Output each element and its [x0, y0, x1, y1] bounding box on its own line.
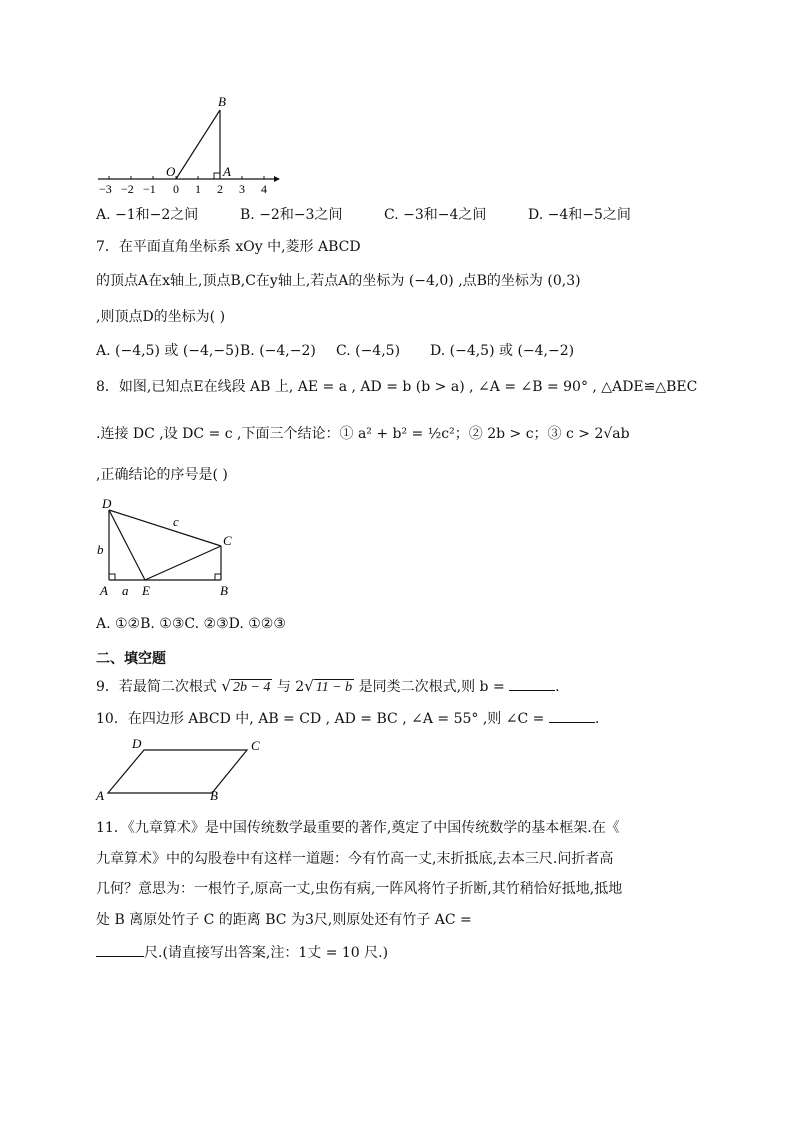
label-C: C	[223, 533, 232, 548]
label-C: C	[251, 738, 260, 753]
right-angle-mark-A	[109, 574, 115, 580]
label-b: b	[97, 542, 104, 557]
figure-parallelogram	[92, 736, 272, 804]
q9-radicand-1: 2b − 4	[232, 680, 271, 695]
label-A: A	[223, 164, 231, 179]
tick-label: 3	[239, 182, 245, 196]
q6-option-d: D. −4和−5之间	[528, 207, 631, 223]
q7-line3: ,则顶点D的坐标为( )	[96, 309, 226, 325]
q9-end: .	[555, 679, 560, 695]
q8-options: A. ①②B. ①③C. ②③D. ①②③	[96, 616, 286, 632]
tick-label: −2	[121, 182, 134, 196]
q9-radicand-2: 11 − b	[315, 680, 353, 695]
label-O: O	[166, 164, 176, 179]
q9-mid: 与 2	[276, 679, 305, 695]
answer-blank[interactable]	[509, 676, 555, 691]
q7-line2: 的顶点A在x轴上,顶点B,C在y轴上,若点A的坐标为 (−4,0) ,点B的坐标为 (0,3)	[96, 273, 581, 289]
tick-label: 4	[261, 182, 267, 196]
label-a: a	[122, 583, 129, 598]
label-D: D	[102, 496, 112, 511]
q7-option-a: A. (−4,5) 或 (−4,−5)	[96, 343, 240, 359]
axis-arrow	[274, 176, 280, 182]
parallelogram-ABCD	[108, 750, 247, 793]
q11-line4: 处 B 离原处竹子 C 的距离 BC 为3尺,则原处还有竹子 AC =	[96, 912, 472, 928]
figure-trapezoid-ABCD	[92, 494, 242, 600]
q11-line3: 几何？意思为：一根竹子,原高一丈,虫伤有病,一阵风将竹子折断,其竹稍恰好抵地,抵地	[96, 881, 623, 897]
q9-suffix: 是同类二次根式,则 b =	[358, 679, 505, 695]
q6-option-c: C. −3和−4之间	[384, 207, 487, 223]
label-B: B	[220, 583, 228, 598]
tick-label: 2	[217, 182, 223, 196]
q7-option-d: D. (−4,5) 或 (−4,−2)	[430, 343, 575, 359]
q10-text: 10．在四边形 ABCD 中, AB = CD , AD = BC , ∠A = 55° ,则 ∠C =	[96, 711, 545, 727]
q10	[96, 708, 599, 729]
label-B: B	[218, 94, 226, 109]
answer-blank[interactable]	[96, 942, 144, 957]
q6-option-b: B. −2和−3之间	[240, 207, 343, 223]
label-E: E	[142, 583, 150, 598]
q7-line1: 7．在平面直角坐标系 xOy 中,菱形 ABCD	[96, 239, 361, 255]
label-A: A	[96, 788, 104, 803]
tick-label: 1	[195, 182, 201, 196]
q9	[96, 676, 560, 698]
tick-label: 0	[173, 182, 179, 196]
q6-option-a: A. −1和−2之间	[96, 207, 199, 223]
q11-line5	[96, 942, 388, 963]
segment-EC	[145, 546, 221, 580]
q11-line5-suffix: 尺.(请直接写出答案,注：1丈 = 10 尺.)	[144, 945, 389, 961]
q11-line2: 九章算术》中的勾股卷中有这样一道题：今有竹高一丈,末折抵底,去本三尺.问折者高	[96, 851, 614, 867]
sqrt-icon: √	[221, 677, 231, 695]
q9-prefix: 9．若最简二次根式	[96, 679, 217, 695]
right-angle-mark	[214, 173, 220, 179]
sqrt-icon: √	[304, 677, 314, 695]
label-D: D	[132, 736, 142, 751]
tick-label: −1	[143, 182, 156, 196]
label-c: c	[173, 514, 179, 529]
q7-option-c: C. (−4,5)	[336, 343, 401, 359]
segment-OB	[176, 110, 220, 179]
section-title: 二、填空题	[96, 651, 166, 667]
right-angle-mark-B	[215, 574, 221, 580]
q11-line1: 11．《九章算术》是中国传统数学最重要的著作,奠定了中国传统数学的基本框架.在《	[96, 820, 620, 836]
q10-end: .	[594, 711, 600, 727]
q8-line2: .连接 DC ,设 DC = c ,下面三个结论：① a² + b² = ½c²；② 2b > c；③ c > 2√ab	[96, 426, 630, 442]
segment-DE	[109, 510, 145, 580]
q8-line1: 8．如图,已知点E在线段 AB 上, AE = a , AD = b (b > a) , ∠A = ∠B = 90° , △ADE≌△BEC	[96, 379, 698, 395]
q7-option-b: B. (−4,−2)	[240, 343, 316, 359]
answer-blank[interactable]	[549, 708, 595, 723]
segment-DC	[109, 510, 221, 546]
label-A: A	[100, 583, 108, 598]
tick-label: −3	[99, 182, 112, 196]
label-B: B	[210, 788, 218, 803]
figure-number-line	[92, 92, 282, 198]
q8-line3: ,正确结论的序号是( )	[96, 467, 228, 483]
